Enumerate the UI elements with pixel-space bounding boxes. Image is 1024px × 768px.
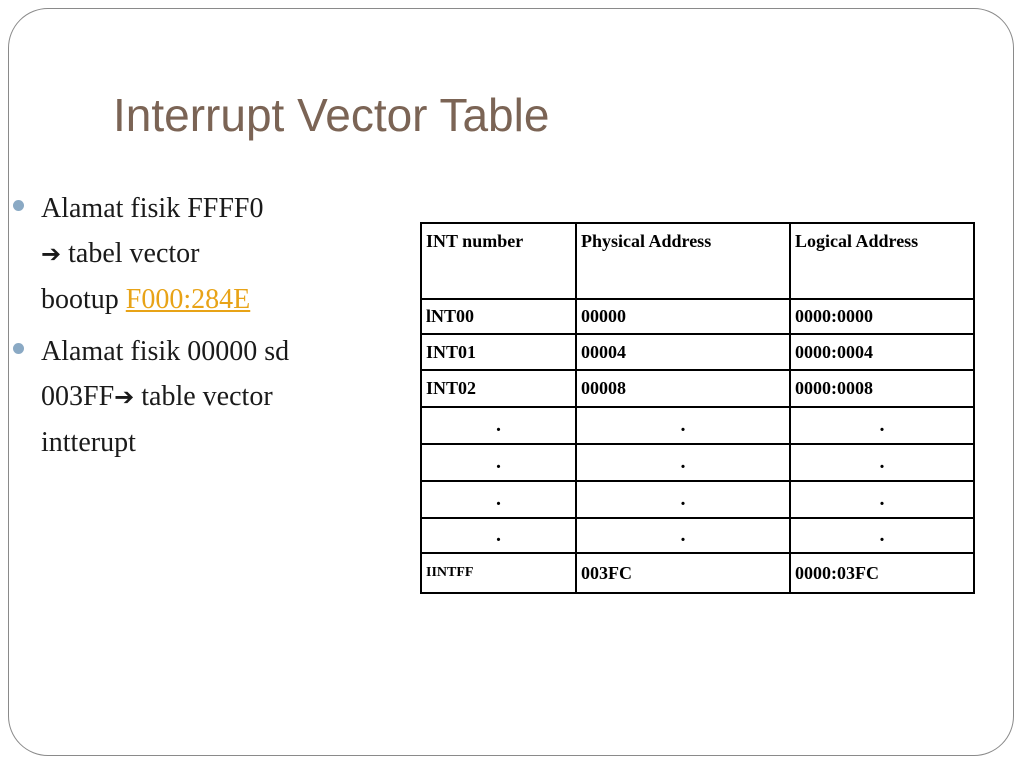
logical-address-cell: 0000:0008 xyxy=(790,370,974,407)
table-row-ellipsis xyxy=(421,518,974,553)
bullet-text: 003FF xyxy=(41,381,115,412)
bullet-text: Alamat fisik 00000 sd xyxy=(41,336,290,367)
ellipsis-cell: . xyxy=(576,444,790,481)
ellipsis-cell: . xyxy=(790,481,974,518)
bullet-text: tabel vector xyxy=(61,238,200,269)
bullet-text: intterupt xyxy=(41,427,136,458)
table-row xyxy=(421,334,974,370)
logical-address-cell: 0000:03FC xyxy=(790,553,974,593)
arrow-right-icon: ➔ xyxy=(41,240,62,268)
bullet-item-bootup xyxy=(12,186,352,322)
ellipsis-cell: . xyxy=(790,444,974,481)
ellipsis-cell: . xyxy=(421,481,576,518)
table-row-ellipsis xyxy=(421,407,974,444)
ellipsis-cell: . xyxy=(790,518,974,553)
bullet-text: bootup xyxy=(41,284,126,315)
table-row xyxy=(421,553,974,593)
table-row xyxy=(421,370,974,407)
logical-address-cell: 0000:0000 xyxy=(790,299,974,334)
table-row-ellipsis xyxy=(421,481,974,518)
int-number-cell: INT02 xyxy=(421,370,576,407)
ellipsis-cell: . xyxy=(421,407,576,444)
int-number-cell: lNT00 xyxy=(421,299,576,334)
header-logical-address: Logical Address xyxy=(790,223,974,299)
physical-address-cell: 00008 xyxy=(576,370,790,407)
bootup-address-link[interactable]: F000:284E xyxy=(125,284,251,315)
int-number-cell: INT01 xyxy=(421,334,576,370)
bullet-dot-icon xyxy=(13,343,24,354)
table-row xyxy=(421,299,974,334)
ellipsis-cell: . xyxy=(421,444,576,481)
slide-title: Interrupt Vector Table xyxy=(113,89,550,141)
int-number-cell: IINTFF xyxy=(421,553,576,593)
header-physical-address: Physical Address xyxy=(576,223,790,299)
header-int-number: INT number xyxy=(421,223,576,299)
ellipsis-cell: . xyxy=(576,481,790,518)
physical-address-cell: 003FC xyxy=(576,553,790,593)
arrow-right-icon: ➔ xyxy=(114,383,135,411)
bullet-dot-icon xyxy=(13,200,24,211)
ellipsis-cell: . xyxy=(790,407,974,444)
ellipsis-cell: . xyxy=(576,518,790,553)
ellipsis-cell: . xyxy=(421,518,576,553)
bullet-text: table vector xyxy=(134,381,273,412)
table-row-ellipsis xyxy=(421,444,974,481)
physical-address-cell: 00000 xyxy=(576,299,790,334)
bullet-item-interrupt xyxy=(12,329,352,465)
logical-address-cell: 0000:0004 xyxy=(790,334,974,370)
table-header-row xyxy=(421,223,974,299)
ellipsis-cell: . xyxy=(576,407,790,444)
bullet-list xyxy=(12,186,352,472)
physical-address-cell: 00004 xyxy=(576,334,790,370)
interrupt-vector-table xyxy=(420,222,975,594)
bullet-text: Alamat fisik FFFF0 xyxy=(41,193,264,224)
